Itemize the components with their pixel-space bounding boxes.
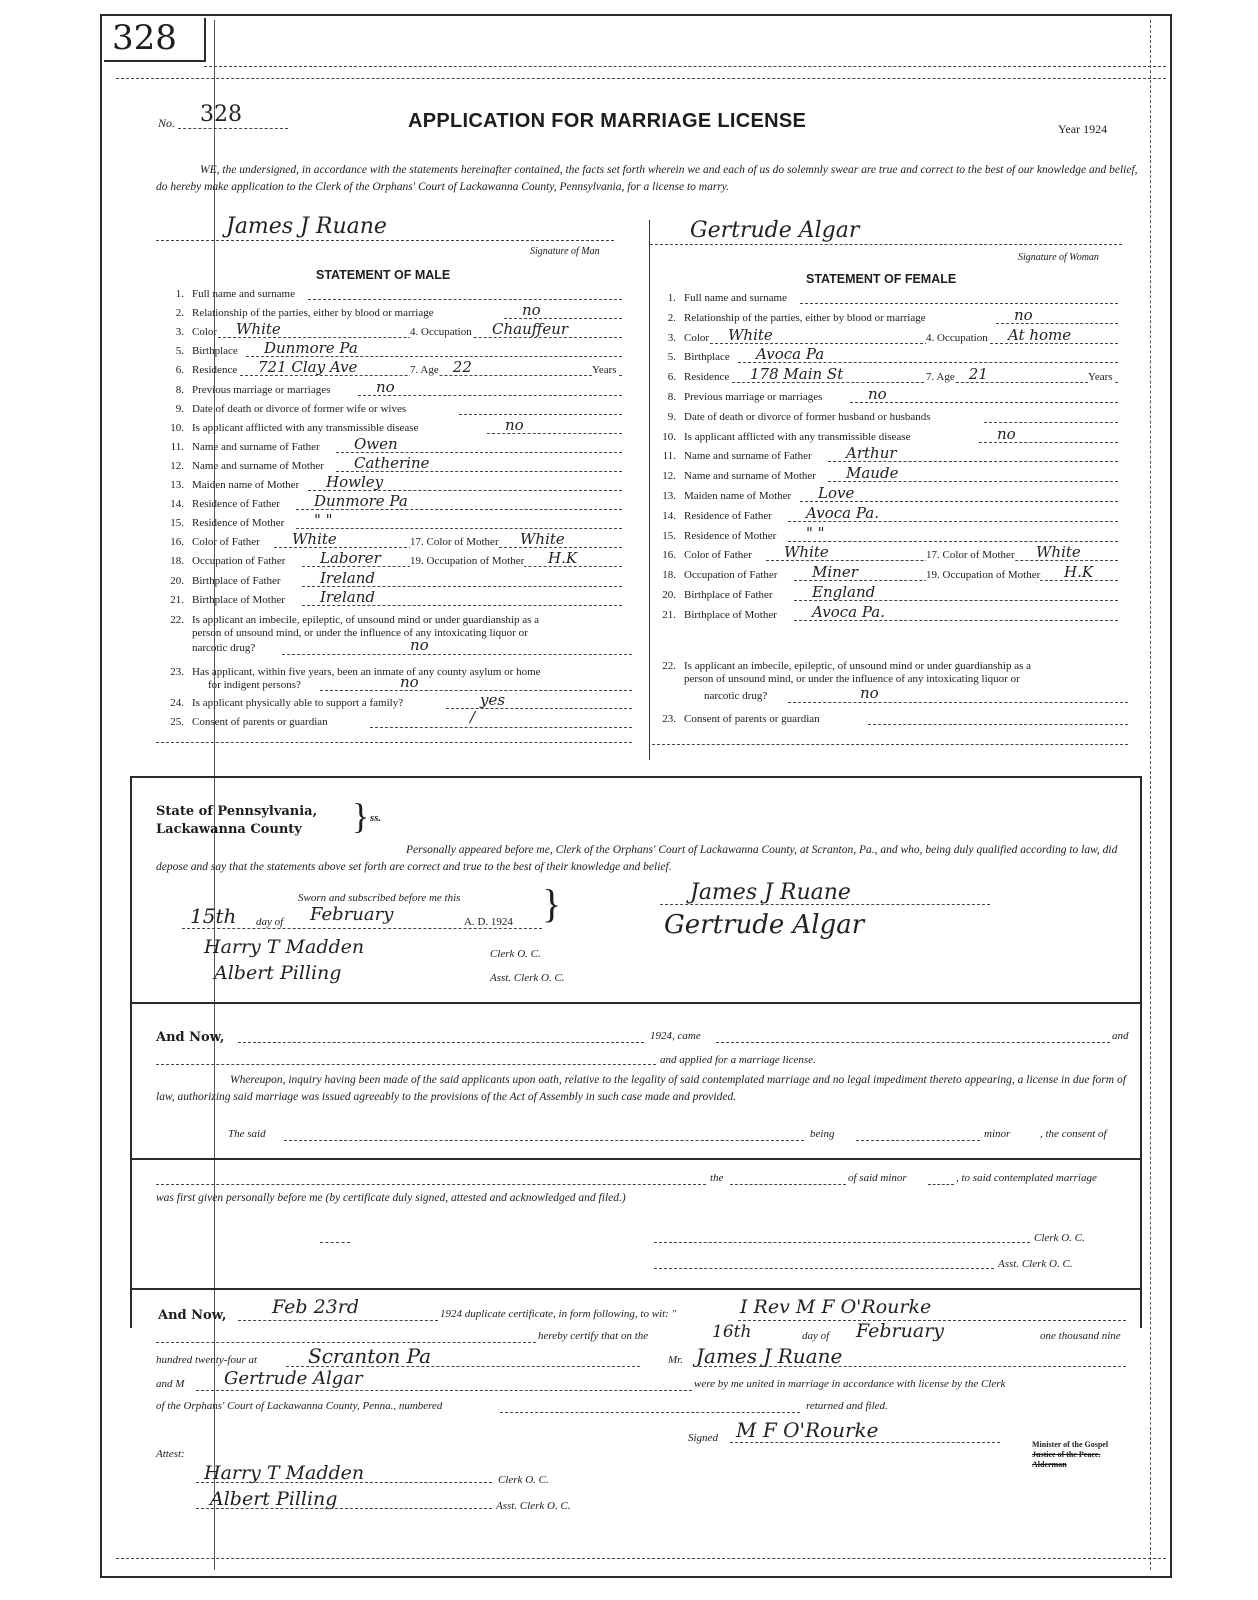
andnow2-signed: Signed xyxy=(688,1432,718,1444)
attest-label: Attest: xyxy=(156,1448,185,1460)
oath-bride-signature: Gertrude Algar xyxy=(664,910,865,940)
female-row: 5. Birthplace xyxy=(667,351,730,364)
andnow2-line2 xyxy=(156,1342,536,1343)
andnow2-officiant: I Rev M F O'Rourke xyxy=(740,1296,932,1318)
male-row-second: 4. Occupation xyxy=(410,326,472,339)
female-row-value: White xyxy=(728,325,773,344)
sworn-text: Sworn and subscribed before me this xyxy=(298,892,461,904)
year-label: Year 1924 xyxy=(1058,122,1108,136)
female-q22-line2: person of unsound mind, or under the influence of any intoxicating liquor or xyxy=(684,673,1020,685)
andnow2-label: And Now, xyxy=(158,1308,227,1323)
attest-clerk-line xyxy=(196,1482,492,1483)
andnow2-groom-line xyxy=(694,1366,1126,1367)
male-row-value: Catherine xyxy=(354,453,430,472)
top-rule-2 xyxy=(116,78,1166,79)
andnow2-bride-line xyxy=(196,1390,692,1391)
male-row: 11. Name and surname of Father xyxy=(170,440,320,453)
female-row-line xyxy=(850,402,1118,403)
female-row-value: no xyxy=(997,424,1016,443)
andnow2-place-line xyxy=(286,1366,640,1367)
female-row-value: Love xyxy=(818,484,855,502)
divider-oath xyxy=(130,776,1140,778)
andnow1-and: and xyxy=(1112,1030,1129,1042)
consent-asst-label: Asst. Clerk O. C. xyxy=(998,1258,1073,1270)
woman-signature-line xyxy=(650,244,1122,245)
divider-andnow xyxy=(130,1002,1140,1004)
consent-dots xyxy=(320,1242,350,1243)
male-end-line xyxy=(156,742,632,743)
male-q25: 25. Consent of parents or guardian xyxy=(170,716,328,728)
minister-label: Minister of the Gospel xyxy=(1032,1440,1109,1449)
male-row-line xyxy=(358,395,622,396)
andnow2-returned: returned and filed. xyxy=(806,1400,888,1412)
oath-sig-line xyxy=(660,904,990,905)
andnow2-were: were by me united in marriage in accordance with license by the Clerk xyxy=(694,1378,1006,1390)
male-q22-line3: narcotic drug? xyxy=(192,642,256,654)
male-row-value: no xyxy=(522,301,541,320)
male-q23: 23. Has applicant, within five years, been an inmate of any county asylum or home xyxy=(170,666,541,678)
female-row-second-value: White xyxy=(1036,543,1081,562)
andnow2-place: Scranton Pa xyxy=(308,1344,432,1368)
consent-given: was first given personally before me (by certificate duly signed, attested and acknowledged and filed.) xyxy=(156,1192,626,1204)
female-row-value: White xyxy=(784,543,829,562)
male-row-second-value: White xyxy=(520,530,565,549)
female-row: 2. Relationship of the parties, either by blood or marriage xyxy=(667,311,926,324)
male-row: 3. Color xyxy=(175,326,218,339)
female-row-value: Avoca Pa xyxy=(756,345,825,364)
female-row-value: no xyxy=(868,385,887,403)
andnow1-applied: and applied for a marriage license. xyxy=(660,1054,816,1066)
andnow2-date-line xyxy=(238,1320,438,1321)
male-row: 8. Previous marriage or marriages xyxy=(175,383,331,396)
female-row-second: 17. Color of Mother xyxy=(926,549,1015,562)
sworn-month: February xyxy=(310,904,394,925)
andnow2-day: 16th xyxy=(712,1322,752,1342)
alderman-label: Alderman xyxy=(1032,1460,1067,1469)
male-row: 15. Residence of Mother xyxy=(170,517,285,530)
woman-signature-label: Signature of Woman xyxy=(1018,252,1099,263)
ss-label: ss. xyxy=(370,812,382,824)
attest-clerk-label: Clerk O. C. xyxy=(498,1474,549,1486)
male-row-value: Dunmore Pa xyxy=(314,492,408,511)
day-of-label: day of xyxy=(256,916,284,928)
andnow2-signed-line xyxy=(730,1442,1000,1443)
female-q22: 22. Is applicant an imbecile, epileptic, of unsound mind or under guardianship as a xyxy=(662,660,1032,672)
female-row: 18. Occupation of Father xyxy=(662,569,778,582)
male-row: 21. Birthplace of Mother xyxy=(170,593,285,606)
oath-text: Personally appeared before me, Clerk of the Orphans' Court of Lackawanna County, at Scranton, Pa., and who, being duly qualified according to law, did depose and say that the statements above set forth are correct and true to the best of their knowledge and belief. xyxy=(156,844,1118,873)
male-row-value: Ireland xyxy=(320,568,375,587)
top-rule xyxy=(204,66,1166,67)
attest-asst-signature: Albert Pilling xyxy=(210,1488,338,1510)
male-row-value: White xyxy=(292,530,337,549)
brace: } xyxy=(352,796,370,836)
female-row: 1. Full name and surname xyxy=(667,292,787,304)
female-row-line xyxy=(800,303,1118,304)
male-row-line xyxy=(308,299,622,300)
consent-to-said: , to said contemplated marriage xyxy=(956,1172,1097,1184)
right-margin-line xyxy=(1150,20,1151,1570)
male-row-suffix: Years xyxy=(592,364,617,377)
female-row-value: 178 Main St xyxy=(750,365,844,384)
consent-line3 xyxy=(928,1184,954,1185)
andnow2-certify: hereby certify that on the xyxy=(538,1330,649,1342)
male-row: 14. Residence of Father xyxy=(170,498,280,511)
male-row: 6. Residence xyxy=(175,364,238,377)
female-row-value: Avoca Pa. xyxy=(812,602,885,621)
margin-line xyxy=(214,20,215,1570)
man-signature-line xyxy=(156,240,614,241)
male-row: 1. Full name and surname xyxy=(175,288,295,300)
female-row-value: Avoca Pa. xyxy=(806,503,879,522)
male-row-value: no xyxy=(376,377,395,396)
male-q22-line2: person of unsound mind, or under the influence of any intoxicating liquor or xyxy=(192,627,528,639)
attest-asst-line xyxy=(196,1508,492,1509)
male-q22-line xyxy=(282,654,632,655)
andnow2-numbered-line xyxy=(500,1412,800,1413)
male-q22-value: no xyxy=(410,636,429,654)
andnow2-dup: 1924 duplicate certificate, in form following, to wit: " xyxy=(440,1308,677,1320)
male-row-second: 17. Color of Mother xyxy=(410,536,499,549)
andnow1-line2 xyxy=(716,1042,1110,1043)
female-q22-dash xyxy=(788,702,1128,703)
male-row: 18. Occupation of Father xyxy=(170,555,286,568)
female-row: 12. Name and surname of Mother xyxy=(662,470,816,483)
man-signature: James J Ruane xyxy=(226,214,387,239)
oath-clerk-label: Clerk O. C. xyxy=(490,948,541,960)
female-row: 13. Maiden name of Mother xyxy=(662,490,792,502)
female-row: 9. Date of death or divorce of former husband or husbands xyxy=(667,410,931,423)
male-row-value: no xyxy=(505,415,524,434)
male-row: 9. Date of death or divorce of former wife or wives xyxy=(175,402,407,415)
female-row-second: 19. Occupation of Mother xyxy=(926,569,1041,582)
male-row-line xyxy=(296,528,622,529)
andnow1-line1 xyxy=(238,1042,644,1043)
andnow1-label: And Now, xyxy=(156,1030,225,1045)
male-row-second: 19. Occupation of Mother xyxy=(410,555,525,568)
female-row-suffix: Years xyxy=(1088,371,1113,384)
male-row-second-value: H.K xyxy=(548,549,578,568)
the-said-line xyxy=(284,1140,804,1141)
male-row-value: 721 Clay Ave xyxy=(258,358,358,377)
female-row-value: Maude xyxy=(846,464,899,483)
justice-label: Justice of the Peace. xyxy=(1032,1450,1101,1459)
male-row-second-value: Chauffeur xyxy=(492,320,569,339)
male-q23-line xyxy=(320,690,632,691)
page-title: APPLICATION FOR MARRIAGE LICENSE xyxy=(408,110,807,132)
male-row: 10. Is applicant afflicted with any transmissible disease xyxy=(170,421,419,434)
male-q23-line2: for indigent persons? xyxy=(208,679,301,691)
state-label: State of Pennsylvania, xyxy=(156,804,318,819)
female-row-second-value: At home xyxy=(1008,325,1072,344)
andnow2-bride: Gertrude Algar xyxy=(224,1368,363,1389)
minor-label: minor xyxy=(984,1128,1011,1140)
being-label: being xyxy=(810,1128,835,1140)
female-row-value: no xyxy=(1014,305,1033,324)
female-row-value: Miner xyxy=(812,563,858,582)
male-row: 20. Birthplace of Father xyxy=(170,574,281,587)
consent-of-minor: of said minor xyxy=(848,1172,907,1184)
intro-text: WE, the undersigned, in accordance with the statements hereinafter contained, the facts set forth wherein we and each of us do solemnly swear are true and correct to the best of our knowledge and belief, do hereby make application to the Clerk of the Orphans' Court of Lackawanna County, Pennsylvania, for a license to marry. xyxy=(156,164,1138,193)
consent-line1 xyxy=(156,1184,706,1185)
andnow2-day-of: day of xyxy=(802,1330,830,1342)
female-row: 16. Color of Father xyxy=(662,549,752,562)
andnow2-signed-value: M F O'Rourke xyxy=(736,1418,879,1442)
andnow2-month: February xyxy=(856,1320,945,1342)
male-q24: 24. Is applicant physically able to support a family? xyxy=(170,697,404,709)
andnow1-line3 xyxy=(156,1064,656,1065)
male-row-value: Laborer xyxy=(320,549,381,568)
female-row-line xyxy=(788,541,1118,542)
female-row-value: Arthur xyxy=(846,444,897,463)
sworn-day: 15th xyxy=(190,904,237,928)
male-heading: STATEMENT OF MALE xyxy=(316,268,451,282)
woman-signature: Gertrude Algar xyxy=(690,218,860,243)
male-row: 2. Relationship of the parties, either by blood or marriage xyxy=(175,307,434,320)
female-q22-line3: narcotic drug? xyxy=(704,690,768,702)
female-row-value: " " xyxy=(806,523,825,542)
male-row: 16. Color of Father xyxy=(170,536,260,549)
page-number: 328 xyxy=(112,18,177,58)
female-row: 3. Color xyxy=(667,331,710,344)
no-label: No. xyxy=(158,116,176,130)
male-row-value: Owen xyxy=(354,434,398,453)
andnow2-mr: Mr. xyxy=(668,1354,683,1366)
male-row: 13. Maiden name of Mother xyxy=(170,479,300,491)
divider-left xyxy=(130,776,132,1328)
oath-asst-label: Asst. Clerk O. C. xyxy=(490,972,565,984)
female-row: 10. Is applicant afflicted with any transmissible disease xyxy=(662,430,911,443)
sworn-line xyxy=(182,928,542,929)
andnow1-whereupon: Whereupon, inquiry having been made of the said applicants upon oath, relative to the legality of said contemplated marriage and no legal impediment thereto appearing, a license in due form of law, authorizing said marriage was issued agreeably to the provisions of the Act of Assembly in such case made and provided. xyxy=(156,1074,1126,1103)
female-row: 20. Birthplace of Father xyxy=(662,589,773,601)
male-row-second: 7. Age xyxy=(410,364,439,377)
male-q23-value: no xyxy=(400,673,419,691)
male-row: 5. Birthplace xyxy=(175,345,238,358)
female-row-second: 7. Age xyxy=(926,371,955,384)
consent-of-label: , the consent of xyxy=(1040,1128,1107,1140)
male-q25-value: / xyxy=(470,708,476,726)
female-row: 8. Previous marriage or marriages xyxy=(667,391,823,403)
man-signature-label: Signature of Man xyxy=(530,246,600,257)
consent-clerk-line xyxy=(654,1242,1030,1243)
ad-label: A. D. 1924 xyxy=(464,916,513,928)
male-row-line xyxy=(459,414,622,415)
sworn-brace: } xyxy=(542,881,562,926)
female-row-value: England xyxy=(812,583,876,601)
consent-line2 xyxy=(730,1184,846,1185)
oath-groom-signature: James J Ruane xyxy=(690,880,851,905)
female-q23: 23. Consent of parents or guardian xyxy=(662,713,820,725)
consent-asst-line xyxy=(654,1268,994,1269)
female-row-second-value: H.K xyxy=(1064,563,1094,582)
consent-the: the xyxy=(710,1172,724,1184)
andnow2-groom: James J Ruane xyxy=(696,1344,843,1368)
andnow2-and-m: and M xyxy=(156,1378,185,1390)
andnow1-came: 1924, came xyxy=(650,1030,701,1042)
page-frame xyxy=(100,14,1172,1578)
male-row-value: Ireland xyxy=(320,587,375,606)
andnow2-hundred: hundred twenty-four at xyxy=(156,1354,258,1366)
andnow2-of-the: of the Orphans' Court of Lackawanna County, Penna., numbered xyxy=(156,1400,443,1412)
county-label: Lackawanna County xyxy=(156,822,302,837)
male-row-second-value: 22 xyxy=(452,358,472,377)
bottom-rule xyxy=(116,1558,1166,1559)
the-said-label: The said xyxy=(228,1128,266,1140)
male-q22: 22. Is applicant an imbecile, epileptic, of unsound mind or under guardianship as a xyxy=(170,614,540,626)
divider-consent xyxy=(130,1158,1140,1160)
male-q24-value: yes xyxy=(480,691,506,709)
female-row: 21. Birthplace of Mother xyxy=(662,608,777,621)
female-heading: STATEMENT OF FEMALE xyxy=(806,272,957,286)
divider-andnow2 xyxy=(130,1288,1140,1290)
female-row: 14. Residence of Father xyxy=(662,509,772,522)
male-q25-line xyxy=(370,727,632,728)
andnow2-thousand: one thousand nine xyxy=(1040,1330,1121,1342)
male-row-value: " " xyxy=(314,511,333,530)
female-row-line xyxy=(984,422,1118,423)
consent-clerk-label: Clerk O. C. xyxy=(1034,1232,1085,1244)
female-q23-dash xyxy=(868,724,1128,725)
attest-asst-label: Asst. Clerk O. C. xyxy=(496,1500,571,1512)
female-q22-value: no xyxy=(860,684,879,702)
female-row-second-value: 21 xyxy=(968,365,988,384)
male-row-value: Howley xyxy=(326,473,384,491)
female-row-second: 4. Occupation xyxy=(926,331,988,344)
female-row: 15. Residence of Mother xyxy=(662,529,777,542)
attest-clerk-signature: Harry T Madden xyxy=(204,1462,365,1484)
female-row: 6. Residence xyxy=(667,371,730,384)
oath-asst-signature: Albert Pilling xyxy=(214,962,342,984)
being-line xyxy=(856,1140,980,1141)
male-row-value: Dunmore Pa xyxy=(264,339,358,358)
female-row: 11. Name and surname of Father xyxy=(662,450,812,463)
female-end-line xyxy=(652,744,1128,745)
male-row-value: White xyxy=(236,320,281,339)
male-row: 12. Name and surname of Mother xyxy=(170,459,324,472)
oath-clerk-signature: Harry T Madden xyxy=(204,936,365,958)
no-value: 328 xyxy=(200,102,242,127)
andnow2-date: Feb 23rd xyxy=(272,1296,360,1318)
no-line xyxy=(178,128,288,129)
